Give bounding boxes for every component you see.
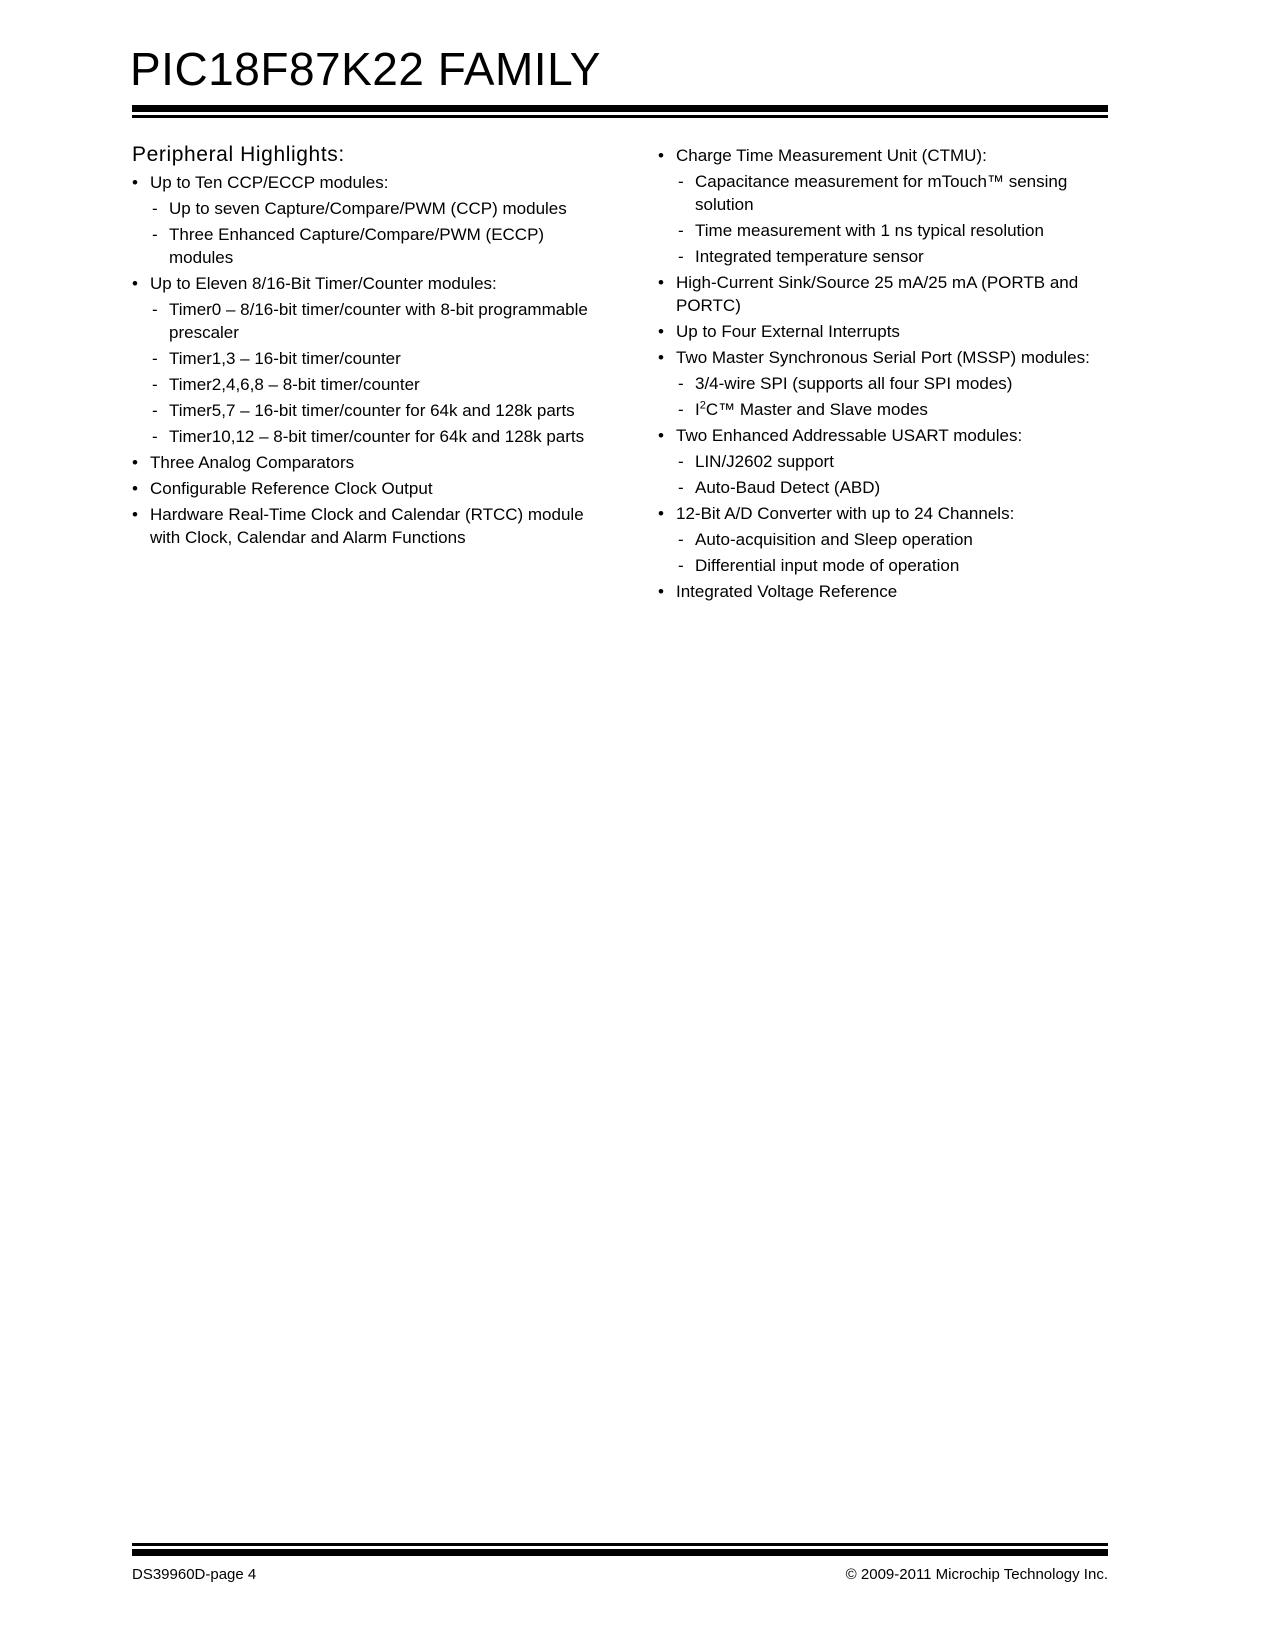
- left-list: [132, 171, 592, 549]
- list-item: • Up to Eleven 8/16-Bit Timer/Counter modules:: [132, 272, 592, 295]
- subitem-text: I: [695, 400, 700, 419]
- subitem-text: C™ Master and Slave modes: [705, 400, 928, 419]
- list-item: • High-Current Sink/Source 25 mA/25 mA (PORTB and PORTC): [658, 271, 1098, 317]
- header-rule-thin: [132, 115, 1108, 118]
- right-list: [658, 144, 1098, 603]
- list-item: • Up to Four External Interrupts: [658, 320, 1098, 343]
- list-item: • Charge Time Measurement Unit (CTMU):: [658, 144, 1098, 167]
- list-subitem: - Three Enhanced Capture/Compare/PWM (ECCP) modules: [132, 223, 592, 269]
- list-item: • Three Analog Comparators: [132, 451, 592, 474]
- list-subitem: - LIN/J2602 support: [658, 450, 1098, 473]
- list-item: • Two Enhanced Addressable USART modules:: [658, 424, 1098, 447]
- list-subitem: - Integrated temperature sensor: [658, 245, 1098, 268]
- superscript: 2: [699, 399, 706, 412]
- list-subitem: - 3/4-wire SPI (supports all four SPI modes): [658, 372, 1098, 395]
- list-item: • 12-Bit A/D Converter with up to 24 Channels:: [658, 502, 1098, 525]
- list-subitem: - Differential input mode of operation: [658, 554, 1098, 577]
- list-item: • Two Master Synchronous Serial Port (MSSP) modules:: [658, 346, 1098, 369]
- list-subitem: - Timer1,3 – 16-bit timer/counter: [132, 347, 592, 370]
- list-subitem: - Auto-acquisition and Sleep operation: [658, 528, 1098, 551]
- list-item: • Configurable Reference Clock Output: [132, 477, 592, 500]
- footer-rule-thick: [132, 1549, 1108, 1556]
- left-column: [132, 143, 592, 549]
- list-subitem: - Capacitance measurement for mTouch™ sensing solution: [658, 170, 1098, 216]
- list-item: • Up to Ten CCP/ECCP modules:: [132, 171, 592, 194]
- list-subitem: - Auto-Baud Detect (ABD): [658, 476, 1098, 499]
- list-subitem: - Timer5,7 – 16-bit timer/counter for 64k and 128k parts: [132, 399, 592, 422]
- footer-page-number: DS39960D-page 4: [132, 1566, 257, 1583]
- list-subitem: - Up to seven Capture/Compare/PWM (CCP) modules: [132, 197, 592, 220]
- list-subitem: - Time measurement with 1 ns typical resolution: [658, 219, 1098, 242]
- list-item: • Hardware Real-Time Clock and Calendar (RTCC) module with Clock, Calendar and Alarm Functions: [132, 503, 592, 549]
- list-item: • Integrated Voltage Reference: [658, 580, 1098, 603]
- header-rule-thick: [132, 105, 1108, 112]
- page-title: PIC18F87K22 FAMILY: [130, 43, 601, 95]
- footer-copyright: © 2009-2011 Microchip Technology Inc.: [845, 1566, 1108, 1583]
- list-subitem: - Timer0 – 8/16-bit timer/counter with 8-bit programmable prescaler: [132, 298, 592, 344]
- section-heading: Peripheral Highlights:: [132, 143, 345, 166]
- right-column: [658, 141, 1098, 603]
- list-subitem: [658, 398, 1098, 421]
- list-subitem: - Timer10,12 – 8-bit timer/counter for 64k and 128k parts: [132, 425, 592, 448]
- list-subitem: - Timer2,4,6,8 – 8-bit timer/counter: [132, 373, 592, 396]
- footer-rule-thin: [132, 1543, 1108, 1546]
